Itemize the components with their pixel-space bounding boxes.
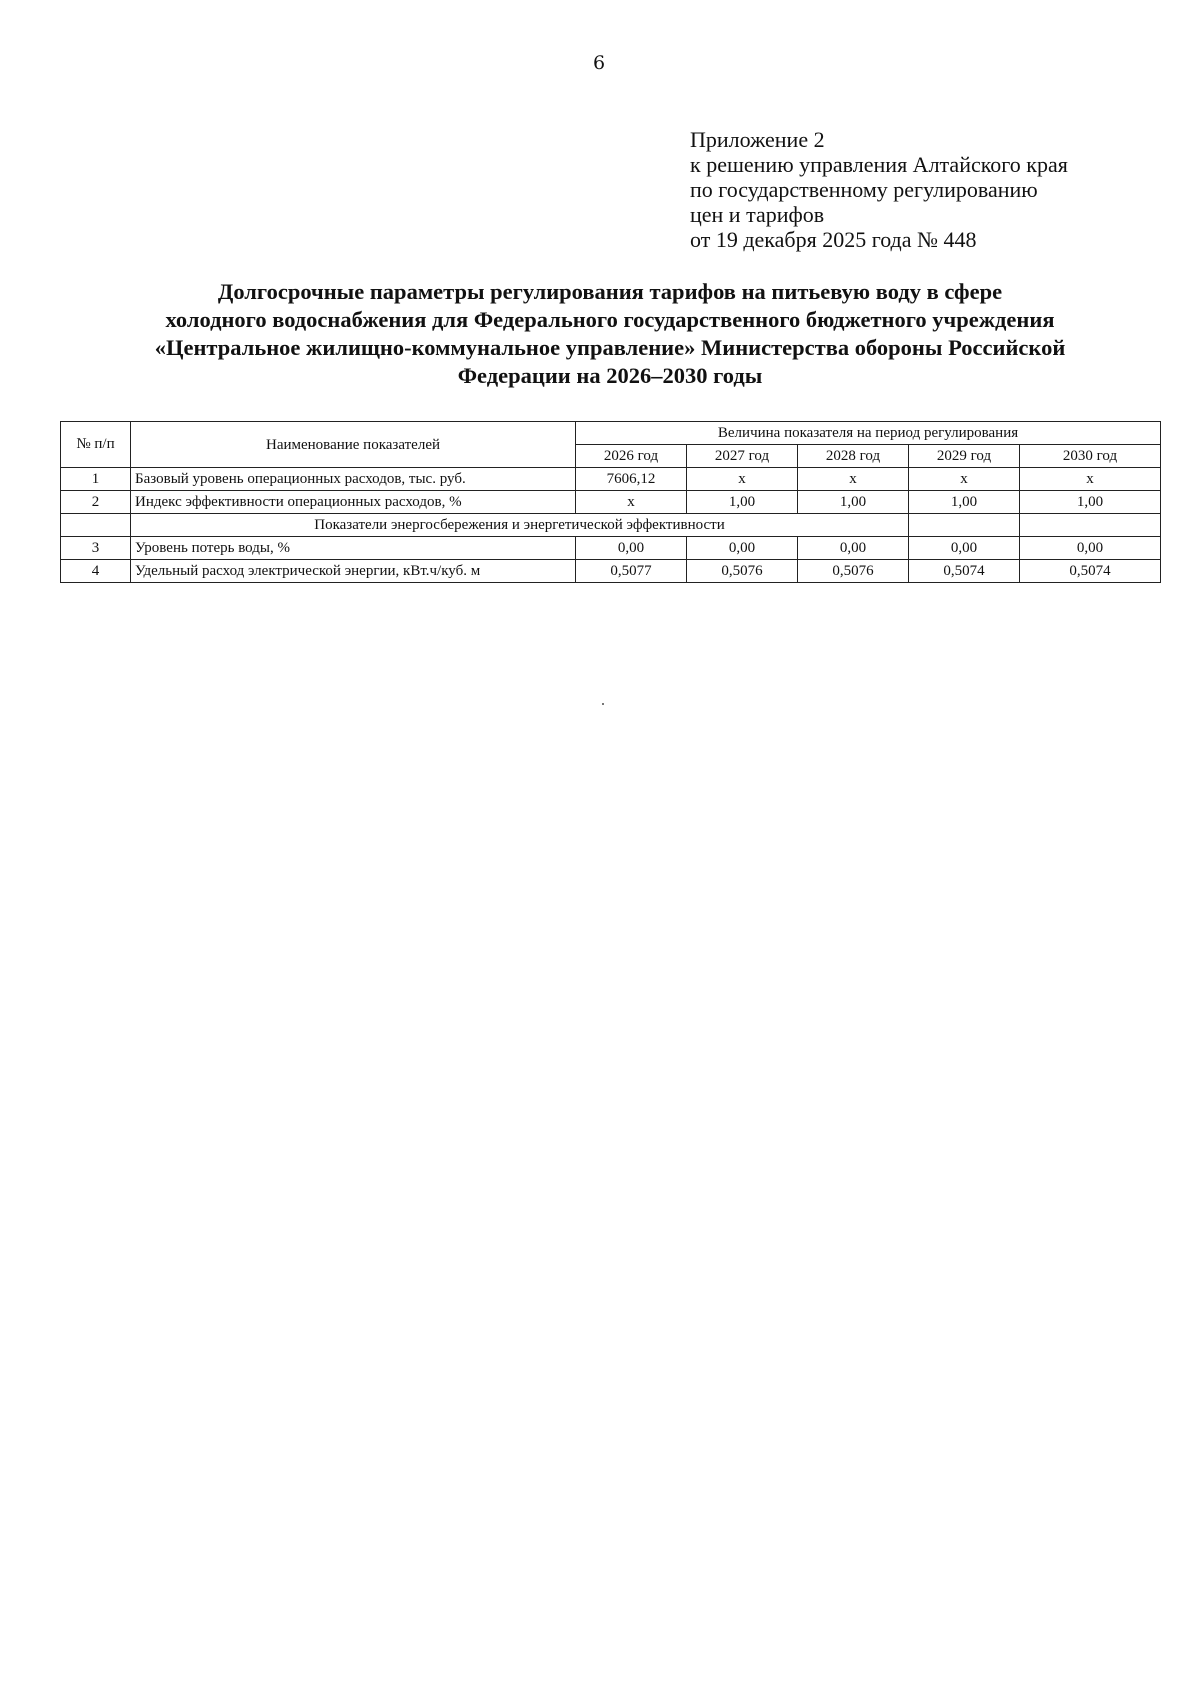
section-empty-cell — [1020, 514, 1161, 537]
title-line: Долгосрочные параметры регулирования тарифов на питьевую воду в сфере — [217, 279, 1003, 304]
appendix-block — [690, 127, 1160, 252]
row-value: 0,00 — [576, 537, 687, 560]
header-year: 2028 год — [798, 445, 909, 468]
section-empty-cell — [61, 514, 131, 537]
row-name: Индекс эффективности операционных расходов, % — [131, 491, 576, 514]
row-value: 0,00 — [909, 537, 1020, 560]
row-num: 4 — [61, 560, 131, 583]
row-value: х — [798, 468, 909, 491]
header-name: Наименование показателей — [131, 422, 576, 468]
row-name: Базовый уровень операционных расходов, тыс. руб. — [131, 468, 576, 491]
row-value: 1,00 — [1020, 491, 1161, 514]
header-year: 2027 год — [687, 445, 798, 468]
header-year: 2029 год — [909, 445, 1020, 468]
row-value: 7606,12 — [576, 468, 687, 491]
row-value: 0,5077 — [576, 560, 687, 583]
header-year: 2026 год — [576, 445, 687, 468]
row-num: 1 — [61, 468, 131, 491]
section-title: Показатели энергосбережения и энергетической эффективности — [131, 514, 909, 537]
row-value: 1,00 — [798, 491, 909, 514]
parameters-table — [60, 421, 1161, 583]
row-num: 2 — [61, 491, 131, 514]
appendix-line: к решению управления Алтайского края — [690, 152, 1068, 177]
table-row — [61, 491, 1161, 514]
row-value: 0,00 — [1020, 537, 1161, 560]
row-name: Удельный расход электрической энергии, кВт.ч/куб. м — [131, 560, 576, 583]
header-num: № п/п — [61, 422, 131, 468]
row-value: 0,5076 — [798, 560, 909, 583]
header-year: 2030 год — [1020, 445, 1161, 468]
row-value: х — [909, 468, 1020, 491]
table-header-row — [61, 422, 1161, 445]
row-value: 0,5074 — [909, 560, 1020, 583]
row-value: 0,5076 — [687, 560, 798, 583]
row-value: 0,00 — [687, 537, 798, 560]
page-number: 6 — [592, 52, 606, 74]
row-value: 0,5074 — [1020, 560, 1161, 583]
row-num: 3 — [61, 537, 131, 560]
table-row — [61, 537, 1161, 560]
table-row — [61, 468, 1161, 491]
row-value: х — [576, 491, 687, 514]
row-value: х — [687, 468, 798, 491]
row-value: х — [1020, 468, 1161, 491]
row-name: Уровень потерь воды, % — [131, 537, 576, 560]
table-section-row — [61, 514, 1161, 537]
header-period: Величина показателя на период регулирования — [576, 422, 1161, 445]
title-line: Федерации на 2026–2030 годы — [457, 363, 763, 388]
row-value: 0,00 — [798, 537, 909, 560]
scan-speck — [602, 703, 604, 705]
appendix-line: цен и тарифов — [690, 202, 825, 227]
title-line: холодного водоснабжения для Федерального государственного бюджетного учреждения — [165, 307, 1055, 332]
row-value: 1,00 — [909, 491, 1020, 514]
document-title — [60, 278, 1160, 390]
title-line: «Центральное жилищно-коммунальное управление» Министерства обороны Российской — [154, 335, 1066, 360]
appendix-line: по государственному регулированию — [690, 177, 1038, 202]
appendix-line: Приложение 2 — [690, 127, 825, 152]
table-row — [61, 560, 1161, 583]
section-empty-cell — [909, 514, 1020, 537]
appendix-line: от 19 декабря 2025 года № 448 — [690, 227, 977, 252]
row-value: 1,00 — [687, 491, 798, 514]
